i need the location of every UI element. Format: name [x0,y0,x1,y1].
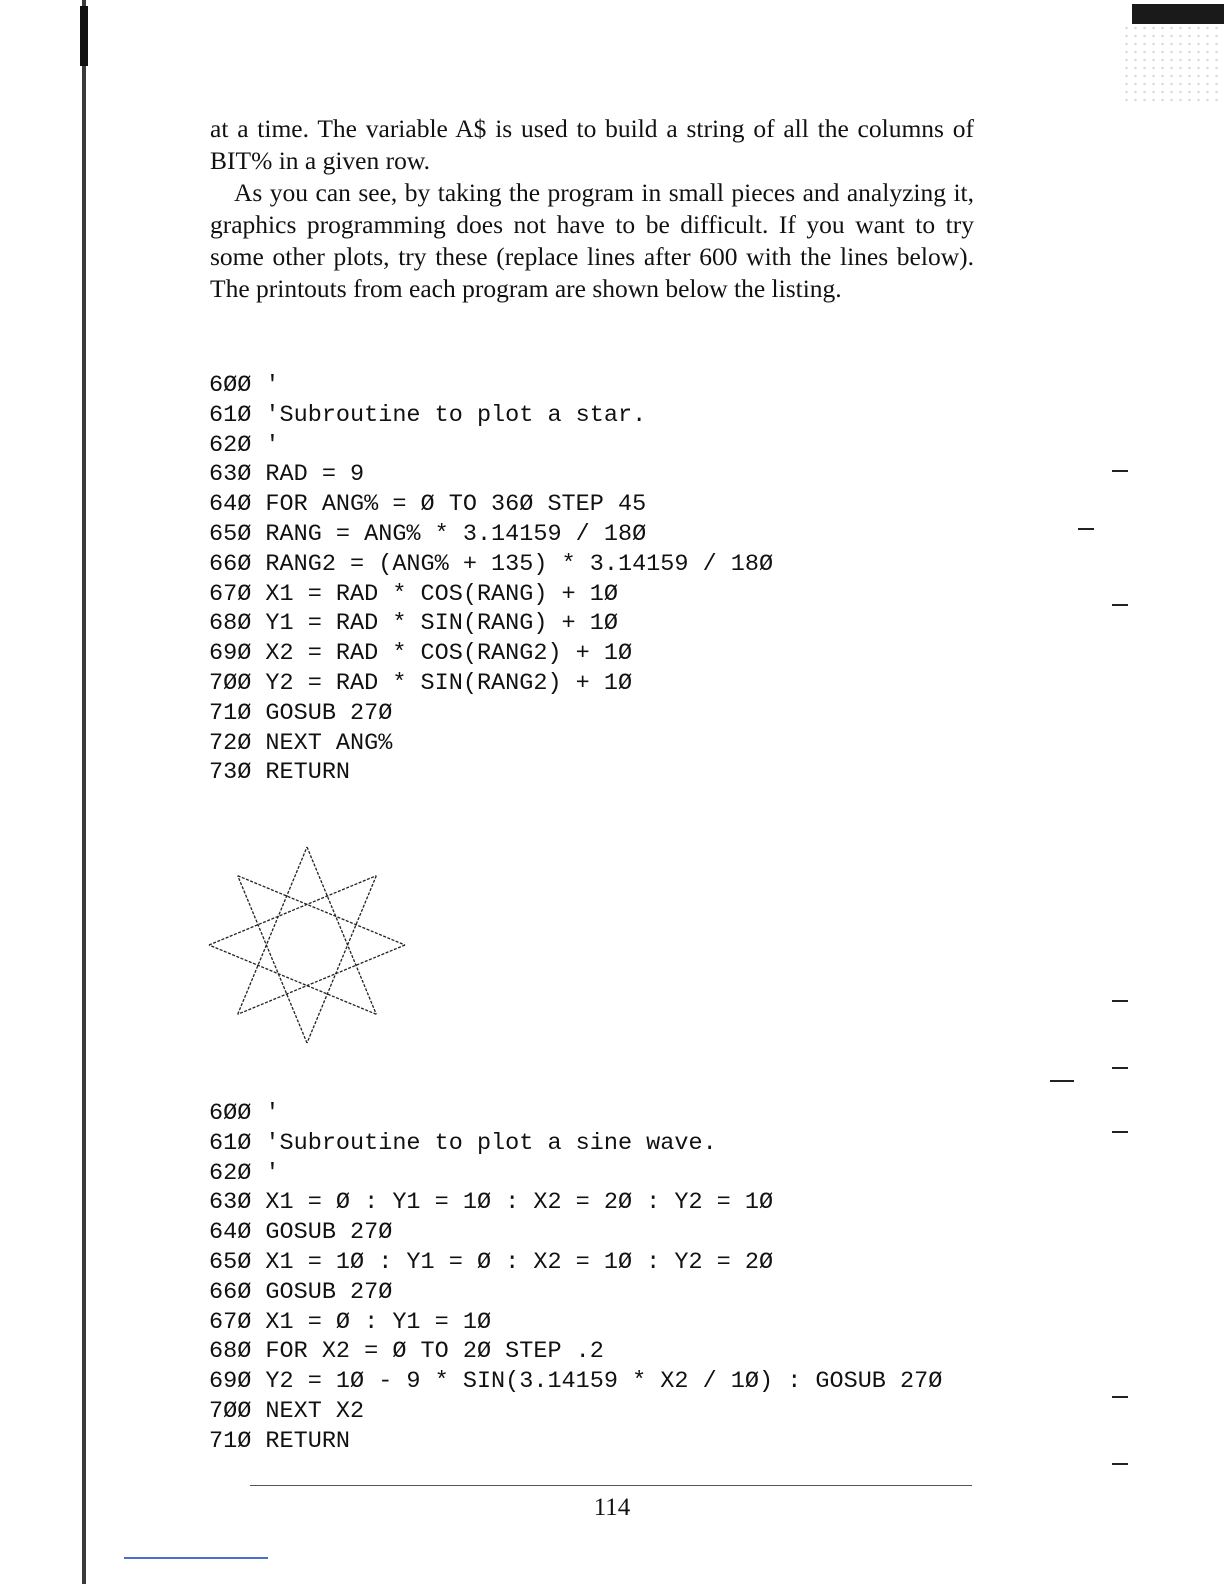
code-line: 6ØØ ' [209,372,280,399]
code-line: 72Ø NEXT ANG% [209,729,393,757]
margin-mark [1112,1000,1128,1002]
code-line: 65Ø X1 = 1Ø : Y1 = Ø : X2 = 1Ø : Y2 = 2Ø [209,1248,774,1276]
code-line: 62Ø ' [209,1159,280,1187]
code-line: 66Ø RANG2 = (ANG% + 135) * 3.14159 / 18Ø [209,550,774,578]
margin-mark [1112,1396,1128,1398]
code-line: 7ØØ Y2 = RAD * SIN(RANG2) + 1Ø [209,669,633,697]
code-line: 71Ø RETURN [209,1427,351,1455]
code-line: 66Ø GOSUB 27Ø [209,1278,393,1306]
margin-mark [1112,1067,1128,1069]
paragraph-2: As you can see, by taking the program in small pieces and analyzing it, graphics programming does not have to be difficult. If you want to try some other plots, try these (replace lines after 600 with the lines below). The printouts from each program are shown below the listing. [210,178,974,303]
code-line: 73Ø RETURN [209,759,351,787]
footer-rule [250,1485,972,1486]
code-line: 69Ø Y2 = 1Ø - 9 * SIN(3.14159 * X2 / 1Ø) : GOSUB 27Ø [209,1368,943,1396]
star-plot-printout [205,845,410,1045]
margin-mark [1050,1080,1074,1082]
paragraph-1: at a time. The variable A$ is used to build a string of all the columns of BIT% in a given row. [210,114,974,175]
code-line: 67Ø X1 = Ø : Y1 = 1Ø [209,1308,492,1336]
star-program-listing [209,371,773,788]
code-line: 67Ø X1 = RAD * COS(RANG) + 1Ø [209,580,618,608]
margin-mark [1112,1463,1128,1465]
scan-speckle [1122,24,1218,104]
scan-corner-mark [1132,4,1224,24]
sine-program-listing [209,1099,942,1457]
code-line: 61Ø 'Subroutine to plot a star. [209,401,647,429]
code-line: 68Ø Y1 = RAD * SIN(RANG) + 1Ø [209,610,618,638]
code-line: 65Ø RANG = ANG% * 3.14159 / 18Ø [209,520,647,548]
code-line: 7ØØ NEXT X2 [209,1397,365,1425]
binding-edge [82,0,86,1584]
code-line: 6ØØ ' [209,1100,280,1127]
margin-mark [1112,604,1128,606]
code-line: 62Ø ' [209,431,280,459]
code-line: 69Ø X2 = RAD * COS(RANG2) + 1Ø [209,640,633,668]
margin-mark [1112,470,1128,472]
margin-mark [1078,528,1094,530]
page-number: 114 [593,1494,631,1521]
margin-mark [1112,1131,1128,1133]
code-line: 64Ø FOR ANG% = Ø TO 36Ø STEP 45 [209,491,647,519]
scan-blue-line [124,1557,268,1559]
code-line: 63Ø RAD = 9 [209,461,365,489]
code-line: 63Ø X1 = Ø : Y1 = 1Ø : X2 = 2Ø : Y2 = 1Ø [209,1189,774,1217]
code-line: 61Ø 'Subroutine to plot a sine wave. [209,1129,717,1157]
code-line: 71Ø GOSUB 27Ø [209,699,393,727]
code-line: 68Ø FOR X2 = Ø TO 2Ø STEP .2 [209,1338,604,1366]
binding-edge-mark [80,6,88,66]
body-text [210,113,974,305]
code-line: 64Ø GOSUB 27Ø [209,1219,393,1247]
